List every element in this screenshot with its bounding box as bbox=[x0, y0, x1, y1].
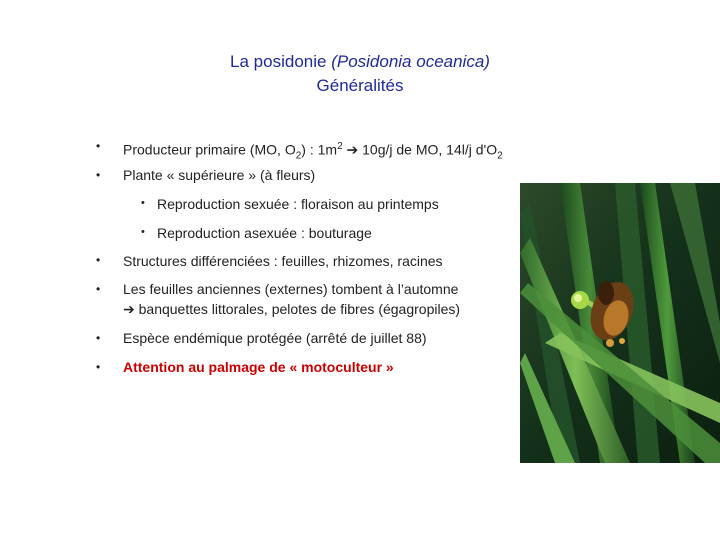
bullet-dot: • bbox=[96, 139, 101, 153]
bullet-protected-species: Espèce endémique protégée (arrêté de juillet 88) bbox=[123, 330, 427, 346]
title-scientific-name: (Posidonia oceanica) bbox=[331, 52, 490, 71]
sub-bullet-sexual-reproduction: Reproduction sexuée : floraison au printemps bbox=[157, 196, 439, 212]
bullet-dot: • bbox=[96, 253, 101, 267]
bullet-warning: Attention au palmage de « motoculteur » bbox=[123, 359, 394, 375]
posidonia-photo bbox=[520, 183, 720, 463]
slide-title bbox=[0, 50, 720, 98]
bullet-dot: • bbox=[96, 282, 101, 296]
bullet-higher-plant: Plante « supérieure » (à fleurs) bbox=[123, 167, 316, 183]
title-common-name: La posidonie bbox=[230, 52, 332, 71]
title-line-1 bbox=[0, 50, 720, 74]
title-line-2: Généralités bbox=[316, 76, 404, 95]
sub-bullet-dot: • bbox=[141, 197, 145, 209]
seagrass-image bbox=[520, 183, 720, 463]
bullet-primary-producer: Producteur primaire (MO, $O_2$) : $1m^2$ ➔ 10g/j de MO, 14l/j $d'O_2$ bbox=[123, 141, 503, 162]
sub-bullet-asexual-reproduction: Reproduction asexuée : bouturage bbox=[157, 225, 372, 241]
bullet-dot: • bbox=[96, 168, 101, 182]
bullet-old-leaves: Les feuilles anciennes (externes) tombent à l’automne ➔ banquettes littorales, pelotes de fibres (égagropiles) bbox=[123, 281, 461, 317]
sub-bullet-dot: • bbox=[141, 226, 145, 238]
bullet-dot: • bbox=[96, 331, 101, 345]
bullet-structures: Structures différenciées : feuilles, rhizomes, racines bbox=[123, 253, 443, 269]
bullet-dot: • bbox=[96, 360, 101, 374]
